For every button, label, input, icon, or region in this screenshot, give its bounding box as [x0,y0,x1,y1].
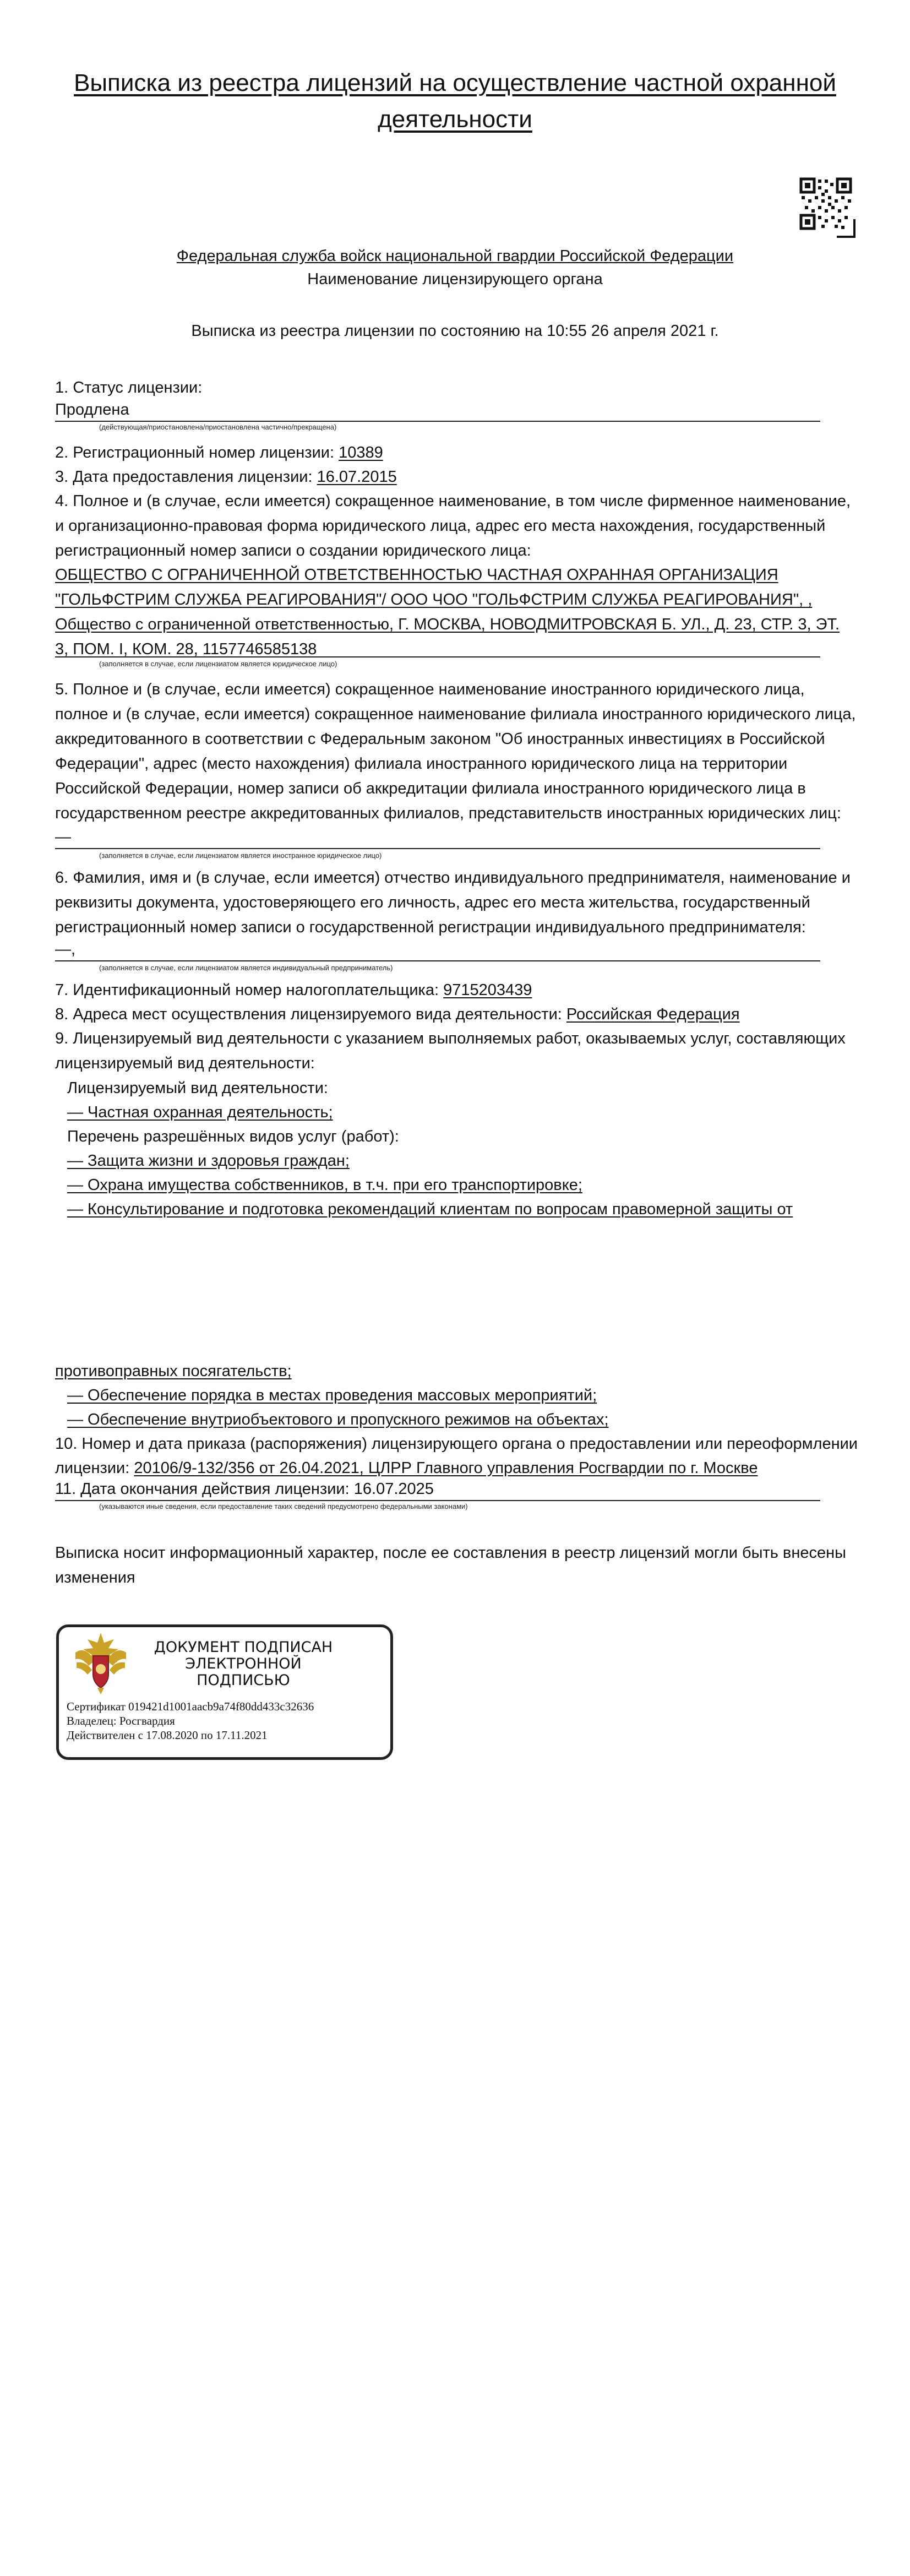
order-label: 10. Номер и дата приказа (распоряжения) лицензирующего органа о предоставлении или переоформлении [55,1435,858,1453]
order-label-cont: лицензии: [55,1459,134,1477]
qr-code-icon [799,177,855,238]
inn-value: 9715203439 [443,981,532,999]
stamp-certificate: Сертификат 019421d1001aacb9a74f80dd433c32636 [67,1700,314,1713]
inn-row [55,978,859,1003]
individual-label: 6. Фамилия, имя и (в случае, если имеется) отчество индивидуального предпринимателя, наименование и реквизиты документа, удостоверяющего его личность, адрес его места жительства, государственный регистрационный номер записи о государственной регистрации индивидуального предпринимателя: [55,869,851,936]
agency-name: Федеральная служба войск национальной гвардии Российской Федерации [176,247,734,265]
service-item: — Обеспечение внутриобъектового и пропускного режимов на объектах; [67,1411,609,1428]
issue-date-label: 3. Дата предоставления лицензии: [55,468,317,486]
expiry-value: 16.07.2025 [353,1480,434,1498]
inn-label: 7. Идентификационный номер налогоплательщика: [55,981,444,999]
activity-label: 9. Лицензируемый вид деятельности с указанием выполняемых работ, оказываемых услуг, составляющих лицензируемый вид деятельности: [55,1030,846,1072]
foreign-entity-value: — [55,826,820,849]
stamp-title [141,1639,345,1689]
service-item: — Охрана имущества собственников, в т.ч. при его транспортировке; [67,1176,582,1194]
stamp-owner: Владелец: Росгвардия [67,1714,175,1727]
legal-entity-value: ОБЩЕСТВО С ОГРАНИЧЕННОЙ ОТВЕТСТВЕННОСТЬЮ ЧАСТНАЯ ОХРАННАЯ ОРГАНИЗАЦИЯ "ГОЛЬФСТРИМ СЛУЖБА РЕАГИРОВАНИЯ"/ ООО ЧОО "ГОЛЬФСТРИМ СЛУЖБА РЕАГИРОВАНИЯ", , Общество с ограниченной ответственностью, Г. МОСКВА, НОВОДМИТРОВСКАЯ Б. УЛ., Д. 23, СТР. 3, ЭТ. 3, ПОМ. I, КОМ. 28, 1157746585138 [55,566,840,658]
reg-number-value: 10389 [339,444,383,461]
activity-kind-label: Лицензируемый вид деятельности: [67,1079,328,1097]
expiry-hint: (указываются иные сведения, если предоставление таких сведений предусмотрено федеральными законами) [99,1502,468,1510]
stamp-validity: Действителен с 17.08.2020 по 17.11.2021 [67,1729,268,1742]
disclaimer-note: Выписка носит информационный характер, после ее составления в реестр лицензий могли быть внесены изменения [55,1544,846,1586]
expiry-label: 11. Дата окончания действия лицензии: [55,1480,354,1498]
extract-as-of: Выписка из реестра лицензии по состоянию на 10:55 26 апреля 2021 г. [191,322,719,340]
address-label: 8. Адреса мест осуществления лицензируемого вида деятельности: [55,1006,566,1023]
electronic-signature-stamp [56,1624,393,1760]
address-value: Российская Федерация [566,1006,740,1023]
expiry-row [55,1478,820,1501]
foreign-entity-label: 5. Полное и (в случае, если имеется) сокращенное наименование иностранного юридического лица, полное и (в случае, если имеется) сокращенное наименование филиала иностранного юридического лица, аккредитованного в соответствии с Федеральным законом "Об иностранных инвестициях в Российской Федерации", адрес (место нахождения) филиала иностранного юридического лица на территории Российской Федерации, номер записи об аккредитации филиала иностранного юридического лица в государственном реестре аккредитованных филиалов, представительств иностранных юридических лиц: [55,681,856,822]
activity-kind-value: — Частная охранная деятельность; [67,1104,333,1121]
document-title: Выписка из реестра лицензий на осуществление частной охранной деятельности [74,69,836,133]
status-label: 1. Статус лицензии: [55,379,203,396]
issue-date-value: 16.07.2015 [317,468,397,486]
service-item: — Консультирование и подготовка рекомендаций клиентам по вопросам правомерной защиты от [67,1200,793,1218]
reg-number-label: 2. Регистрационный номер лицензии: [55,444,339,461]
agency-caption: Наименование лицензирующего органа [307,270,603,288]
legal-entity-hint: (заполняется в случае, если лицензиатом является юридическое лицо) [99,660,337,668]
foreign-entity-hint: (заполняется в случае, если лицензиатом является иностранное юридическое лицо) [99,851,382,860]
stamp-title-line1: ДОКУМЕНТ ПОДПИСАН [154,1639,333,1656]
address-row [55,1002,859,1027]
services-label: Перечень разрешённых видов услуг (работ): [67,1128,399,1145]
status-value: Продлена [55,399,820,422]
rosgvardia-emblem-icon [72,1631,129,1695]
service-item-continuation: противоправных посягательств; [55,1362,292,1380]
service-item: — Защита жизни и здоровья граждан; [67,1152,350,1170]
issue-date-row [55,465,859,490]
legal-entity-rule [55,656,820,657]
service-item: — Обеспечение порядка в местах проведения массовых мероприятий; [67,1387,597,1404]
status-hint: (действующая/приостановлена/приостановлена частично/прекращена) [99,423,337,431]
legal-entity-label: 4. Полное и (в случае, если имеется) сокращенное наименование, в том числе фирменное наименование, и организационно-правовая форма юридического лица, адрес его места нахождения, государственный регистрационный номер записи о создании юридического лица: [55,492,851,559]
individual-value: —, [55,938,820,961]
reg-number-row [55,441,859,465]
order-row [55,1456,859,1481]
order-value: 20106/9-132/356 от 26.04.2021, ЦЛРР Главного управления Росгвардии по г. Москве [134,1459,758,1477]
stamp-title-line2: ЭЛЕКТРОННОЙ ПОДПИСЬЮ [185,1655,302,1689]
individual-hint: (заполняется в случае, если лицензиатом является индивидуальный предприниматель) [99,964,393,972]
